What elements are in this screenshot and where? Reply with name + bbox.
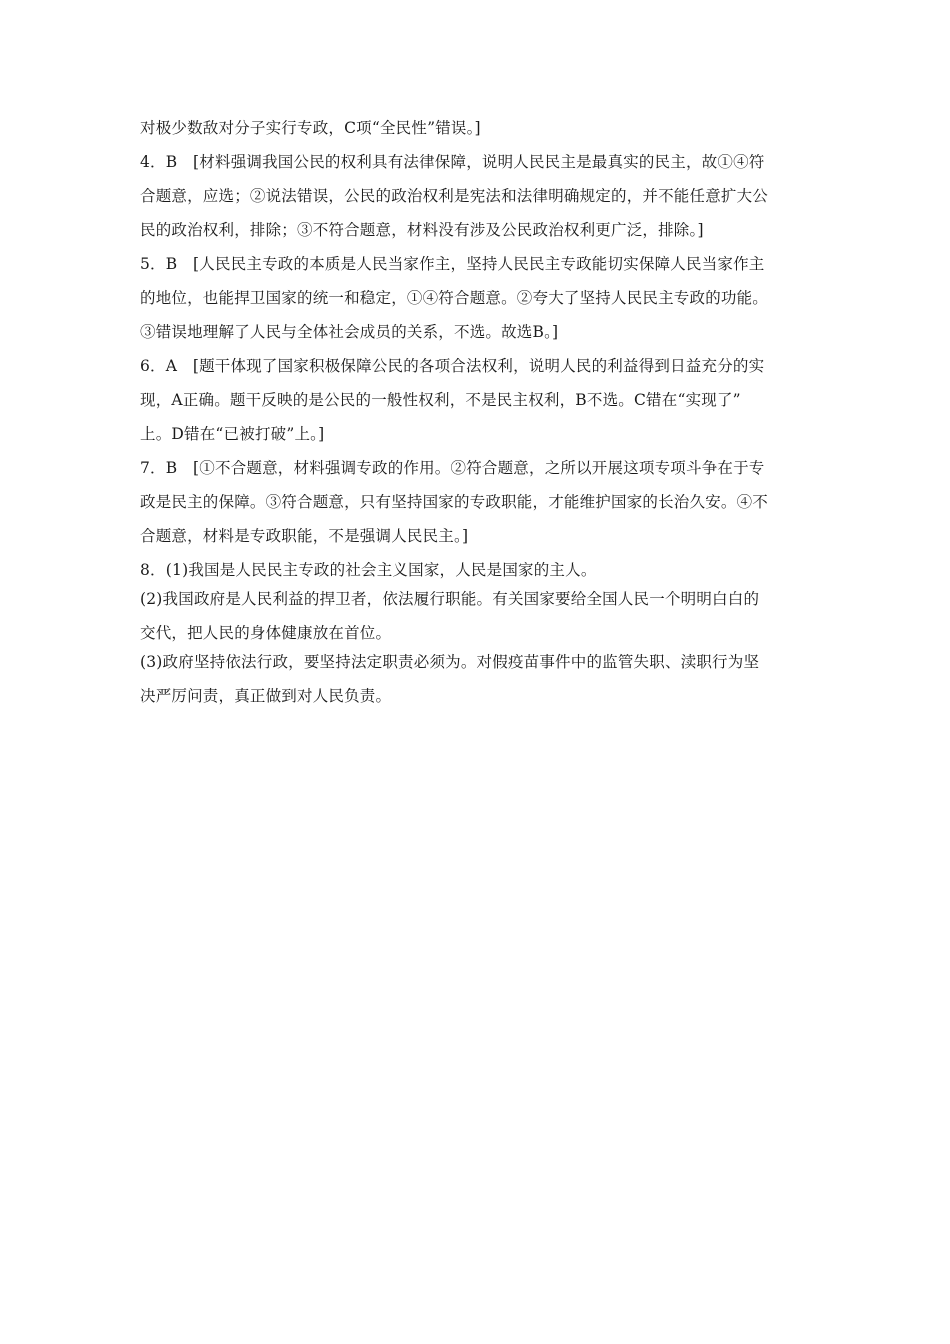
text-line: 民的政治权利，排除；③不符合题意，材料没有涉及公民政治权利更广泛，排除。]	[140, 221, 704, 239]
text-line: (3)政府坚持依法行政，要坚持法定职责必须为。对假疫苗事件中的监管失职、渎职行为坚	[140, 653, 760, 671]
text-line: 合题意，应选；②说法错误，公民的政治权利是宪法和法律明确规定的，并不能任意扩大公	[140, 187, 769, 205]
text-line: 8．(1)我国是人民民主专政的社会主义国家，人民是国家的主人。	[140, 561, 597, 579]
text-line: 交代，把人民的身体健康放在首位。	[140, 624, 392, 642]
text-line: 政是民主的保障。③符合题意，只有坚持国家的专政职能，才能维护国家的长治久安。④不	[140, 493, 769, 511]
text-line: 合题意，材料是专政职能，不是强调人民民主。]	[140, 527, 469, 545]
text-line: 的地位，也能捍卫国家的统一和稳定，①④符合题意。②夸大了坚持人民民主专政的功能。	[140, 289, 769, 307]
text-line: 现，A正确。题干反映的是公民的一般性权利，不是民主权利，B不选。C错在“实现了”	[140, 391, 741, 409]
text-line: 5．B [人民民主专政的本质是人民当家作主，坚持人民民主专政能切实保障人民当家作主	[140, 255, 765, 273]
document-body	[140, 118, 812, 720]
text-line: 对极少数敌对分子实行专政，C项“全民性”错误。]	[140, 119, 481, 137]
text-line: (2)我国政府是人民利益的捍卫者，依法履行职能。有关国家要给全国人民一个明明白白的	[140, 590, 760, 608]
text-line: 决严厉问责，真正做到对人民负责。	[140, 687, 392, 705]
text-line: 6．A [题干体现了国家积极保障公民的各项合法权利，说明人民的利益得到日益充分的实	[140, 357, 765, 375]
text-line: 上。D错在“已被打破”上。]	[140, 425, 325, 443]
text-line: 4．B [材料强调我国公民的权利具有法律保障，说明人民民主是最真实的民主，故①④符	[140, 153, 765, 171]
text-line: ③错误地理解了人民与全体社会成员的关系，不选。故选B。]	[140, 323, 559, 341]
text-line: 7．B [①不合题意，材料强调专政的作用。②符合题意，之所以开展这项专项斗争在于专	[140, 459, 765, 477]
